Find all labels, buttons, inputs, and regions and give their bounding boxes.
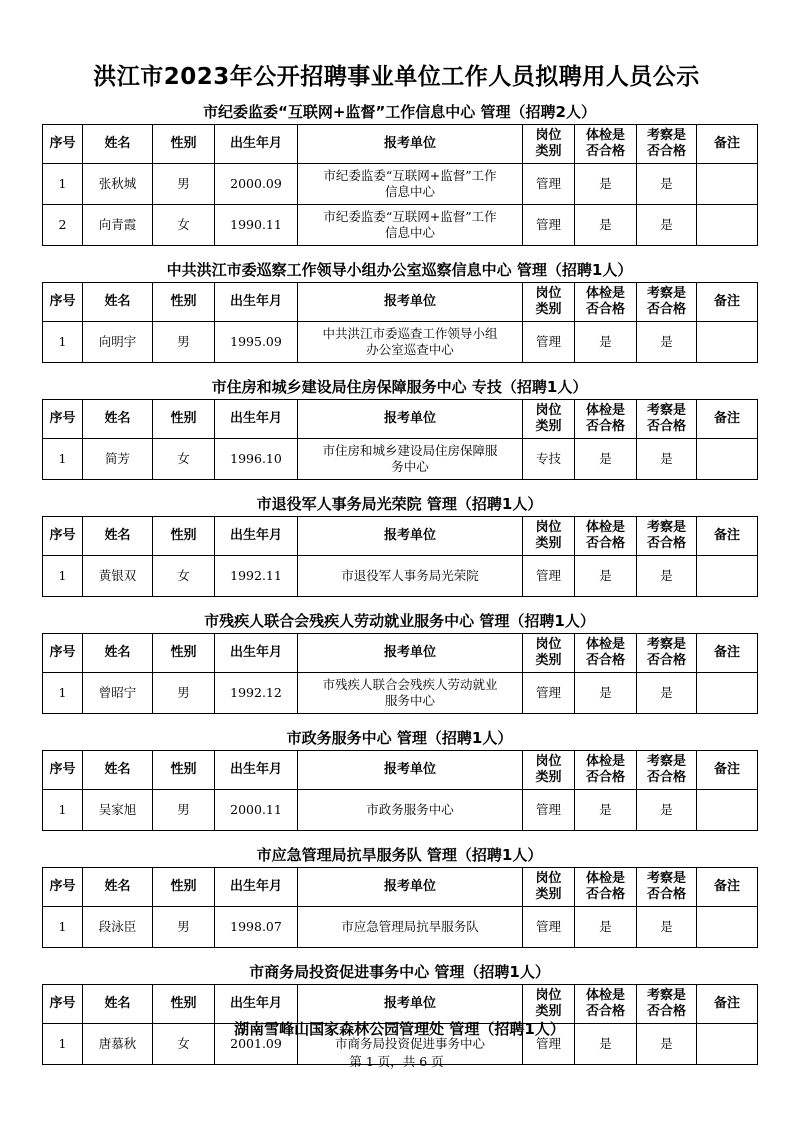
section-gap	[42, 714, 757, 726]
header-review	[637, 868, 697, 907]
header-physical	[575, 125, 637, 164]
header-physical	[575, 868, 637, 907]
header-physical-line2: 否合格	[585, 419, 625, 434]
section-title: 湖南雪峰山国家森林公园管理处 管理（招聘1人）	[234, 1020, 565, 1038]
cell-unit-line: 办公室巡查中心	[366, 342, 454, 357]
section-title: 中共洪江市委巡察工作领导小组办公室巡察信息中心 管理（招聘1人）	[166, 261, 633, 279]
header-review-line2: 否合格	[646, 653, 686, 668]
header-row	[43, 125, 758, 164]
cell-post-type: 管理	[523, 1024, 575, 1065]
header-post-type	[523, 400, 575, 439]
cell-unit	[298, 164, 523, 205]
cell-review: 是	[637, 439, 697, 480]
header-seq: 序号	[43, 868, 83, 907]
table-row	[43, 322, 758, 363]
header-physical-line2: 否合格	[585, 770, 625, 785]
section-title: 市应急管理局抗旱服务队 管理（招聘1人）	[256, 846, 543, 864]
header-physical-line1: 体检是	[585, 403, 625, 418]
cell-review: 是	[637, 205, 697, 246]
header-unit: 报考单位	[298, 125, 523, 164]
header-unit: 报考单位	[298, 751, 523, 790]
cell-name: 曾昭宁	[83, 673, 153, 714]
cell-unit-line: 市退役军人事务局光荣院	[341, 568, 479, 583]
header-post-type-line2: 类别	[535, 1004, 562, 1019]
cell-seq: 1	[43, 556, 83, 597]
header-post-type-line2: 类别	[535, 144, 562, 159]
header-unit: 报考单位	[298, 517, 523, 556]
header-post-type-line2: 类别	[535, 536, 562, 551]
header-review-line1: 考察是	[646, 988, 686, 1003]
header-post-type	[523, 868, 575, 907]
section-gap	[42, 948, 757, 960]
header-note: 备注	[697, 283, 758, 322]
cell-note	[697, 907, 758, 948]
header-post-type	[523, 283, 575, 322]
cell-post-type: 管理	[523, 907, 575, 948]
page-title: 洪江市2023年公开招聘事业单位工作人员拟聘用人员公示	[93, 64, 700, 90]
header-post-type-line1: 岗位	[535, 403, 562, 418]
cell-gender: 女	[153, 205, 215, 246]
header-physical-line2: 否合格	[585, 536, 625, 551]
section-title: 市残疾人联合会残疾人劳动就业服务中心 管理（招聘1人）	[204, 612, 595, 630]
header-review	[637, 751, 697, 790]
header-note: 备注	[697, 985, 758, 1024]
cell-birth: 1995.09	[215, 322, 298, 363]
cell-review: 是	[637, 556, 697, 597]
cell-birth: 1998.07	[215, 907, 298, 948]
cell-note	[697, 322, 758, 363]
header-birth: 出生年月	[215, 517, 298, 556]
header-seq: 序号	[43, 634, 83, 673]
table-row	[43, 790, 758, 831]
header-row	[43, 517, 758, 556]
cell-post-type: 管理	[523, 164, 575, 205]
header-unit: 报考单位	[298, 634, 523, 673]
header-review	[637, 517, 697, 556]
cell-unit-line: 信息中心	[384, 225, 435, 240]
header-review-line2: 否合格	[646, 536, 686, 551]
header-name: 姓名	[83, 751, 153, 790]
cell-post-type: 专技	[523, 439, 575, 480]
cell-name: 唐慕秋	[83, 1024, 153, 1065]
cell-physical: 是	[575, 673, 637, 714]
header-name: 姓名	[83, 400, 153, 439]
table-row	[43, 556, 758, 597]
header-post-type-line1: 岗位	[535, 754, 562, 769]
cell-unit	[298, 907, 523, 948]
cell-seq: 1	[43, 673, 83, 714]
section-title: 市政务服务中心 管理（招聘1人）	[286, 729, 513, 747]
cell-post-type: 管理	[523, 673, 575, 714]
cell-birth: 2001.09	[215, 1024, 298, 1065]
cell-seq: 1	[43, 439, 83, 480]
header-post-type	[523, 751, 575, 790]
header-seq: 序号	[43, 517, 83, 556]
roster-table	[42, 633, 758, 714]
header-note: 备注	[697, 634, 758, 673]
roster-table	[42, 516, 758, 597]
header-gender: 性别	[153, 125, 215, 164]
header-seq: 序号	[43, 125, 83, 164]
header-name: 姓名	[83, 985, 153, 1024]
header-name: 姓名	[83, 868, 153, 907]
header-review	[637, 125, 697, 164]
page-footer: 第 1 页，共 6 页	[349, 1054, 444, 1069]
header-review-line2: 否合格	[646, 302, 686, 317]
cell-review: 是	[637, 164, 697, 205]
cell-note	[697, 673, 758, 714]
header-gender: 性别	[153, 868, 215, 907]
header-birth: 出生年月	[215, 985, 298, 1024]
header-review-line2: 否合格	[646, 1004, 686, 1019]
roster-table	[42, 282, 758, 363]
cell-seq: 1	[43, 790, 83, 831]
header-birth: 出生年月	[215, 125, 298, 164]
section-title: 市住房和城乡建设局住房保障服务中心 专技（招聘1人）	[211, 378, 588, 396]
section-gap	[42, 363, 757, 375]
section-gap	[42, 246, 757, 258]
header-row	[43, 634, 758, 673]
cell-post-type: 管理	[523, 556, 575, 597]
header-gender: 性别	[153, 283, 215, 322]
cell-physical: 是	[575, 439, 637, 480]
header-review-line1: 考察是	[646, 286, 686, 301]
header-post-type-line2: 类别	[535, 419, 562, 434]
header-post-type	[523, 517, 575, 556]
cell-birth: 1992.11	[215, 556, 298, 597]
cell-birth: 1992.12	[215, 673, 298, 714]
cell-name: 向明宇	[83, 322, 153, 363]
header-post-type	[523, 634, 575, 673]
header-review-line1: 考察是	[646, 637, 686, 652]
cell-seq: 1	[43, 1024, 83, 1065]
header-review-line1: 考察是	[646, 871, 686, 886]
header-name: 姓名	[83, 283, 153, 322]
cell-gender: 男	[153, 907, 215, 948]
header-birth: 出生年月	[215, 751, 298, 790]
header-physical-line1: 体检是	[585, 520, 625, 535]
header-post-type-line2: 类别	[535, 770, 562, 785]
header-birth: 出生年月	[215, 400, 298, 439]
header-row	[43, 400, 758, 439]
cell-review: 是	[637, 1024, 697, 1065]
cell-note	[697, 164, 758, 205]
header-review-line1: 考察是	[646, 403, 686, 418]
header-unit: 报考单位	[298, 283, 523, 322]
table-row	[43, 673, 758, 714]
cell-unit-line: 市残疾人联合会残疾人劳动就业	[322, 677, 498, 692]
header-physical	[575, 400, 637, 439]
cell-gender: 女	[153, 556, 215, 597]
header-physical-line2: 否合格	[585, 1004, 625, 1019]
header-row	[43, 751, 758, 790]
cell-gender: 男	[153, 790, 215, 831]
roster-table	[42, 750, 758, 831]
header-physical-line2: 否合格	[585, 144, 625, 159]
header-seq: 序号	[43, 283, 83, 322]
section-title: 市退役军人事务局光荣院 管理（招聘1人）	[256, 495, 543, 513]
header-gender: 性别	[153, 985, 215, 1024]
header-note: 备注	[697, 400, 758, 439]
cell-name: 张秋城	[83, 164, 153, 205]
cell-note	[697, 205, 758, 246]
header-post-type-line1: 岗位	[535, 128, 562, 143]
header-gender: 性别	[153, 634, 215, 673]
cell-physical: 是	[575, 790, 637, 831]
header-birth: 出生年月	[215, 868, 298, 907]
header-note: 备注	[697, 517, 758, 556]
cell-unit-line: 市纪委监委“互联网+监督”工作	[323, 209, 497, 224]
header-physical	[575, 283, 637, 322]
header-note: 备注	[697, 125, 758, 164]
header-unit: 报考单位	[298, 400, 523, 439]
header-physical-line1: 体检是	[585, 637, 625, 652]
cell-physical: 是	[575, 556, 637, 597]
cell-name: 段泳臣	[83, 907, 153, 948]
header-post-type-line2: 类别	[535, 653, 562, 668]
header-name: 姓名	[83, 517, 153, 556]
header-physical	[575, 634, 637, 673]
cell-unit-line: 市住房和城乡建设局住房保障服	[322, 443, 498, 458]
table-row	[43, 907, 758, 948]
cell-unit-line: 市商务局投资促进事务中心	[334, 1036, 485, 1051]
cell-note	[697, 556, 758, 597]
cell-gender: 男	[153, 673, 215, 714]
header-seq: 序号	[43, 751, 83, 790]
cell-unit-line: 市应急管理局抗旱服务队	[341, 919, 479, 934]
header-gender: 性别	[153, 751, 215, 790]
section-gap	[42, 831, 757, 843]
cell-unit	[298, 439, 523, 480]
header-note: 备注	[697, 868, 758, 907]
cell-gender: 女	[153, 1024, 215, 1065]
cell-unit	[298, 790, 523, 831]
cell-seq: 2	[43, 205, 83, 246]
cell-post-type: 管理	[523, 205, 575, 246]
cell-post-type: 管理	[523, 790, 575, 831]
cell-name: 黄银双	[83, 556, 153, 597]
header-note: 备注	[697, 751, 758, 790]
section-gap	[42, 480, 757, 492]
roster-table	[42, 867, 758, 948]
header-seq: 序号	[43, 400, 83, 439]
table-row	[43, 164, 758, 205]
cell-gender: 女	[153, 439, 215, 480]
cell-post-type: 管理	[523, 322, 575, 363]
cell-seq: 1	[43, 322, 83, 363]
header-physical-line1: 体检是	[585, 754, 625, 769]
cell-unit-line: 中共洪江市委巡查工作领导小组	[322, 326, 498, 341]
section-gap	[42, 597, 757, 609]
header-physical-line1: 体检是	[585, 286, 625, 301]
cell-unit	[298, 322, 523, 363]
cell-name: 吴家旭	[83, 790, 153, 831]
header-review-line2: 否合格	[646, 144, 686, 159]
table-row	[43, 205, 758, 246]
cell-physical: 是	[575, 164, 637, 205]
cell-unit-line: 市纪委监委“互联网+监督”工作	[323, 168, 497, 183]
cell-unit	[298, 673, 523, 714]
cell-seq: 1	[43, 164, 83, 205]
header-gender: 性别	[153, 517, 215, 556]
header-name: 姓名	[83, 125, 153, 164]
header-post-type-line2: 类别	[535, 887, 562, 902]
header-review-line2: 否合格	[646, 770, 686, 785]
cell-birth: 2000.09	[215, 164, 298, 205]
cell-unit-line: 务中心	[391, 459, 429, 474]
header-review-line2: 否合格	[646, 887, 686, 902]
cell-name: 简芳	[83, 439, 153, 480]
header-review-line1: 考察是	[646, 754, 686, 769]
header-post-type-line1: 岗位	[535, 637, 562, 652]
cell-seq: 1	[43, 907, 83, 948]
header-post-type-line1: 岗位	[535, 988, 562, 1003]
header-review	[637, 283, 697, 322]
cell-review: 是	[637, 907, 697, 948]
cell-unit	[298, 556, 523, 597]
cell-unit-line: 服务中心	[384, 693, 435, 708]
header-seq: 序号	[43, 985, 83, 1024]
section-title: 市纪委监委“互联网+监督”工作信息中心 管理（招聘2人）	[203, 103, 596, 121]
header-review-line2: 否合格	[646, 419, 686, 434]
cell-note	[697, 439, 758, 480]
header-unit: 报考单位	[298, 985, 523, 1024]
header-physical-line1: 体检是	[585, 988, 625, 1003]
header-post-type-line2: 类别	[535, 302, 562, 317]
header-physical-line1: 体检是	[585, 871, 625, 886]
cell-review: 是	[637, 322, 697, 363]
header-unit: 报考单位	[298, 868, 523, 907]
header-post-type-line1: 岗位	[535, 520, 562, 535]
header-name: 姓名	[83, 634, 153, 673]
header-physical	[575, 517, 637, 556]
cell-name: 向青霞	[83, 205, 153, 246]
cell-unit	[298, 205, 523, 246]
header-review	[637, 634, 697, 673]
cell-physical: 是	[575, 205, 637, 246]
cell-unit-line: 市政务服务中心	[366, 802, 454, 817]
sections-container	[42, 100, 757, 1065]
header-gender: 性别	[153, 400, 215, 439]
header-post-type-line1: 岗位	[535, 871, 562, 886]
header-review-line1: 考察是	[646, 128, 686, 143]
table-row	[43, 439, 758, 480]
roster-table	[42, 399, 758, 480]
header-row	[43, 283, 758, 322]
cell-birth: 1996.10	[215, 439, 298, 480]
section-title: 市商务局投资促进事务中心 管理（招聘1人）	[249, 963, 550, 981]
cell-birth: 2000.11	[215, 790, 298, 831]
cell-review: 是	[637, 790, 697, 831]
cell-unit-line: 信息中心	[384, 184, 435, 199]
header-physical	[575, 751, 637, 790]
cell-review: 是	[637, 673, 697, 714]
header-physical-line2: 否合格	[585, 302, 625, 317]
cell-note	[697, 790, 758, 831]
header-review	[637, 400, 697, 439]
header-physical-line2: 否合格	[585, 887, 625, 902]
cell-physical: 是	[575, 907, 637, 948]
header-review-line1: 考察是	[646, 520, 686, 535]
header-birth: 出生年月	[215, 634, 298, 673]
cell-gender: 男	[153, 164, 215, 205]
roster-table	[42, 124, 758, 246]
header-row	[43, 868, 758, 907]
header-birth: 出生年月	[215, 283, 298, 322]
header-physical-line2: 否合格	[585, 653, 625, 668]
header-physical-line1: 体检是	[585, 128, 625, 143]
cell-gender: 男	[153, 322, 215, 363]
cell-physical: 是	[575, 1024, 637, 1065]
header-post-type-line1: 岗位	[535, 286, 562, 301]
header-post-type	[523, 125, 575, 164]
cell-physical: 是	[575, 322, 637, 363]
cell-birth: 1990.11	[215, 205, 298, 246]
